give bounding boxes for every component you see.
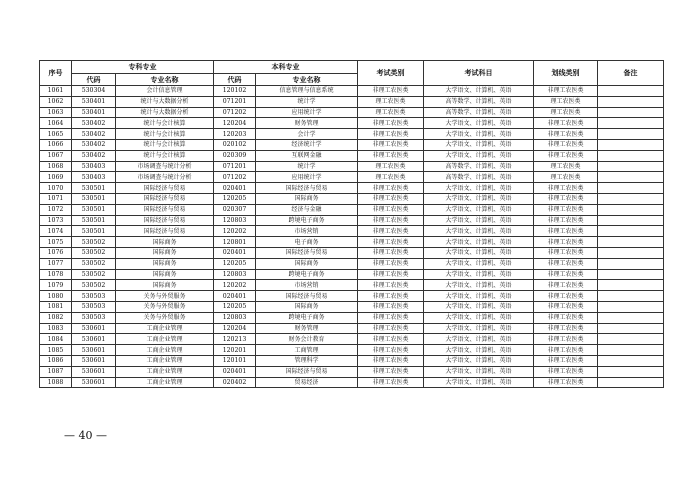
cell-remarks [598,345,664,356]
table-row [40,334,664,345]
cell-line-type: 非理工农医类 [534,258,598,269]
cell-bk-name: 国际商务 [256,193,358,204]
cell-remarks [598,107,664,118]
cell-zk-code: 530403 [72,172,116,183]
cell-line-type: 理工农医类 [534,161,598,172]
cell-bk-name: 财务会计教育 [256,334,358,345]
cell-exam-subjects: 大学语文、计算机、英语 [424,355,534,366]
cell-bk-code: 071202 [214,107,256,118]
cell-remarks [598,226,664,237]
cell-zk-code: 530502 [72,269,116,280]
cell-bk-name: 市场营销 [256,226,358,237]
cell-exam-type: 非理工农医类 [358,183,424,194]
cell-remarks [598,301,664,312]
cell-zk-name: 统计与会计核算 [116,129,214,140]
cell-bk-name: 管理科学 [256,355,358,366]
cell-exam-subjects: 大学语文、计算机、英语 [424,291,534,302]
cell-zk-name: 市场调查与统计分析 [116,172,214,183]
cell-zk-code: 530502 [72,247,116,258]
majors-table [39,60,664,388]
table-row [40,291,664,302]
cell-exam-subjects: 大学语文、计算机、英语 [424,129,534,140]
cell-zk-name: 工商企业管理 [116,366,214,377]
cell-bk-code: 120205 [214,258,256,269]
cell-remarks [598,377,664,388]
cell-zk-name: 国际经济与贸易 [116,226,214,237]
cell-zk-code: 530401 [72,96,116,107]
cell-zk-name: 统计与会计核算 [116,139,214,150]
cell-exam-type: 非理工农医类 [358,269,424,280]
cell-exam-subjects: 大学语文、计算机、英语 [424,312,534,323]
cell-zk-name: 工商企业管理 [116,377,214,388]
cell-line-type: 非理工农医类 [534,377,598,388]
cell-zk-name: 关务与外贸服务 [116,301,214,312]
cell-exam-subjects: 大学语文、计算机、英语 [424,86,534,97]
cell-exam-type: 理工农医类 [358,161,424,172]
cell-zk-code: 530501 [72,226,116,237]
majors-table-container [39,60,664,388]
cell-bk-code: 120205 [214,193,256,204]
cell-bk-name: 国际经济与贸易 [256,366,358,377]
cell-seq: 1063 [40,107,72,118]
table-row [40,366,664,377]
cell-zk-name: 国际商务 [116,258,214,269]
cell-zk-name: 统计与大数据分析 [116,107,214,118]
cell-remarks [598,258,664,269]
cell-exam-subjects: 大学语文、计算机、英语 [424,345,534,356]
cell-bk-code: 020309 [214,150,256,161]
cell-bk-code: 120204 [214,118,256,129]
cell-zk-code: 530501 [72,215,116,226]
table-row [40,129,664,140]
cell-line-type: 非理工农医类 [534,118,598,129]
cell-zk-code: 530601 [72,334,116,345]
cell-remarks [598,118,664,129]
cell-line-type: 非理工农医类 [534,193,598,204]
cell-zk-code: 530601 [72,323,116,334]
cell-bk-name: 会计学 [256,129,358,140]
cell-seq: 1062 [40,96,72,107]
cell-exam-type: 非理工农医类 [358,215,424,226]
cell-exam-type: 非理工农医类 [358,312,424,323]
header-exam-subjects: 考试科目 [424,61,534,86]
cell-zk-code: 530502 [72,237,116,248]
cell-zk-name: 国际经济与贸易 [116,183,214,194]
cell-seq: 1078 [40,269,72,280]
cell-bk-code: 120204 [214,323,256,334]
cell-seq: 1064 [40,118,72,129]
cell-line-type: 非理工农医类 [534,366,598,377]
cell-remarks [598,129,664,140]
cell-remarks [598,334,664,345]
page-number: — 40 — [64,429,107,442]
cell-exam-type: 理工农医类 [358,96,424,107]
table-row [40,96,664,107]
cell-bk-code: 020307 [214,204,256,215]
cell-line-type: 非理工农医类 [534,86,598,97]
cell-bk-name: 经济统计学 [256,139,358,150]
cell-exam-subjects: 大学语文、计算机、英语 [424,193,534,204]
cell-exam-type: 非理工农医类 [358,323,424,334]
cell-zk-code: 530503 [72,291,116,302]
cell-exam-subjects: 大学语文、计算机、英语 [424,226,534,237]
cell-remarks [598,366,664,377]
cell-bk-code: 071202 [214,172,256,183]
cell-zk-name: 国际商务 [116,269,214,280]
cell-bk-name: 统计学 [256,96,358,107]
cell-zk-code: 530402 [72,129,116,140]
cell-seq: 1086 [40,355,72,366]
cell-bk-code: 120101 [214,355,256,366]
cell-line-type: 非理工农医类 [534,247,598,258]
table-row [40,161,664,172]
cell-line-type: 非理工农医类 [534,323,598,334]
cell-zk-name: 市场调查与统计分析 [116,161,214,172]
cell-line-type: 非理工农医类 [534,150,598,161]
header-bk-code: 代码 [214,74,256,86]
cell-remarks [598,247,664,258]
table-row [40,215,664,226]
header-zhuanke: 专科专业 [72,61,214,74]
cell-bk-name: 国际经济与贸易 [256,247,358,258]
cell-bk-name: 跨境电子商务 [256,215,358,226]
cell-exam-type: 非理工农医类 [358,280,424,291]
cell-bk-name: 统计学 [256,161,358,172]
table-row [40,258,664,269]
cell-seq: 1083 [40,323,72,334]
cell-exam-type: 非理工农医类 [358,258,424,269]
cell-line-type: 非理工农医类 [534,204,598,215]
header-exam-type: 考试类别 [358,61,424,86]
cell-remarks [598,172,664,183]
cell-bk-name: 经济与金融 [256,204,358,215]
cell-exam-type: 非理工农医类 [358,291,424,302]
cell-exam-type: 非理工农医类 [358,139,424,150]
cell-zk-name: 国际商务 [116,237,214,248]
cell-zk-code: 530601 [72,345,116,356]
cell-line-type: 理工农医类 [534,96,598,107]
cell-exam-type: 非理工农医类 [358,247,424,258]
cell-seq: 1071 [40,193,72,204]
cell-zk-name: 统计与会计核算 [116,150,214,161]
cell-exam-subjects: 大学语文、计算机、英语 [424,215,534,226]
cell-line-type: 非理工农医类 [534,183,598,194]
cell-seq: 1061 [40,86,72,97]
cell-bk-name: 国际商务 [256,301,358,312]
cell-exam-type: 非理工农医类 [358,345,424,356]
cell-bk-code: 120202 [214,226,256,237]
cell-zk-name: 会计信息管理 [116,86,214,97]
cell-zk-name: 国际经济与贸易 [116,215,214,226]
cell-zk-name: 工商企业管理 [116,355,214,366]
cell-bk-name: 国际经济与贸易 [256,183,358,194]
cell-remarks [598,193,664,204]
cell-zk-code: 530402 [72,150,116,161]
cell-bk-code: 020401 [214,366,256,377]
cell-exam-type: 非理工农医类 [358,366,424,377]
cell-seq: 1073 [40,215,72,226]
cell-line-type: 非理工农医类 [534,269,598,280]
cell-exam-type: 理工农医类 [358,107,424,118]
cell-seq: 1087 [40,366,72,377]
table-row [40,107,664,118]
cell-line-type: 非理工农医类 [534,301,598,312]
cell-bk-code: 120102 [214,86,256,97]
cell-line-type: 非理工农医类 [534,280,598,291]
cell-bk-code: 120203 [214,129,256,140]
table-row [40,247,664,258]
cell-line-type: 非理工农医类 [534,237,598,248]
cell-exam-subjects: 大学语文、计算机、英语 [424,334,534,345]
cell-line-type: 理工农医类 [534,172,598,183]
cell-exam-type: 非理工农医类 [358,204,424,215]
cell-remarks [598,183,664,194]
cell-line-type: 非理工农医类 [534,291,598,302]
table-row [40,377,664,388]
cell-bk-code: 120205 [214,301,256,312]
cell-bk-code: 120803 [214,269,256,280]
cell-seq: 1069 [40,172,72,183]
cell-bk-name: 电子商务 [256,237,358,248]
cell-exam-subjects: 大学语文、计算机、英语 [424,150,534,161]
cell-exam-type: 非理工农医类 [358,193,424,204]
cell-zk-name: 工商企业管理 [116,334,214,345]
cell-zk-code: 530401 [72,107,116,118]
cell-exam-type: 非理工农医类 [358,301,424,312]
cell-line-type: 非理工农医类 [534,226,598,237]
cell-bk-name: 应用统计学 [256,107,358,118]
cell-remarks [598,269,664,280]
table-body [40,86,664,388]
cell-seq: 1070 [40,183,72,194]
cell-exam-subjects: 大学语文、计算机、英语 [424,280,534,291]
cell-exam-subjects: 高等数学、计算机、英语 [424,172,534,183]
cell-remarks [598,96,664,107]
table-header [40,61,664,86]
cell-seq: 1084 [40,334,72,345]
cell-exam-type: 非理工农医类 [358,334,424,345]
cell-zk-name: 关务与外贸服务 [116,312,214,323]
cell-line-type: 非理工农医类 [534,345,598,356]
table-row [40,312,664,323]
cell-zk-name: 关务与外贸服务 [116,291,214,302]
cell-bk-name: 国际商务 [256,258,358,269]
table-row [40,193,664,204]
cell-bk-code: 120213 [214,334,256,345]
table-row [40,269,664,280]
table-row [40,86,664,97]
cell-zk-code: 530402 [72,118,116,129]
cell-seq: 1079 [40,280,72,291]
table-row [40,226,664,237]
cell-seq: 1077 [40,258,72,269]
cell-zk-code: 530502 [72,280,116,291]
cell-exam-type: 理工农医类 [358,172,424,183]
cell-exam-subjects: 大学语文、计算机、英语 [424,204,534,215]
cell-seq: 1065 [40,129,72,140]
cell-exam-subjects: 大学语文、计算机、英语 [424,377,534,388]
cell-seq: 1068 [40,161,72,172]
cell-remarks [598,280,664,291]
cell-zk-code: 530503 [72,312,116,323]
cell-exam-type: 非理工农医类 [358,377,424,388]
cell-seq: 1074 [40,226,72,237]
cell-exam-subjects: 大学语文、计算机、英语 [424,237,534,248]
cell-bk-code: 120801 [214,237,256,248]
cell-remarks [598,323,664,334]
header-benke: 本科专业 [214,61,358,74]
cell-bk-code: 120202 [214,280,256,291]
cell-zk-name: 统计与大数据分析 [116,96,214,107]
cell-bk-name: 应用统计学 [256,172,358,183]
cell-exam-subjects: 大学语文、计算机、英语 [424,183,534,194]
cell-bk-code: 120803 [214,215,256,226]
header-bk-name: 专业名称 [256,74,358,86]
cell-zk-code: 530403 [72,161,116,172]
cell-remarks [598,86,664,97]
cell-zk-code: 530501 [72,183,116,194]
table-row [40,355,664,366]
cell-seq: 1085 [40,345,72,356]
cell-exam-subjects: 高等数学、计算机、英语 [424,107,534,118]
cell-bk-code: 020401 [214,183,256,194]
cell-exam-subjects: 大学语文、计算机、英语 [424,366,534,377]
cell-bk-name: 互联网金融 [256,150,358,161]
cell-line-type: 非理工农医类 [534,355,598,366]
cell-exam-subjects: 大学语文、计算机、英语 [424,323,534,334]
cell-zk-name: 统计与会计核算 [116,118,214,129]
cell-remarks [598,312,664,323]
cell-line-type: 非理工农医类 [534,139,598,150]
table-row [40,172,664,183]
cell-exam-type: 非理工农医类 [358,355,424,366]
cell-bk-code: 020402 [214,377,256,388]
cell-zk-name: 国际商务 [116,247,214,258]
cell-remarks [598,204,664,215]
cell-exam-subjects: 大学语文、计算机、英语 [424,258,534,269]
cell-line-type: 理工农医类 [534,107,598,118]
cell-line-type: 非理工农医类 [534,129,598,140]
table-row [40,139,664,150]
cell-exam-subjects: 高等数学、计算机、英语 [424,96,534,107]
cell-bk-code: 120803 [214,312,256,323]
cell-bk-name: 财务管理 [256,323,358,334]
cell-bk-code: 020102 [214,139,256,150]
cell-bk-code: 071201 [214,96,256,107]
header-line-type: 划线类别 [534,61,598,86]
cell-bk-name: 工商管理 [256,345,358,356]
cell-remarks [598,237,664,248]
cell-zk-code: 530502 [72,258,116,269]
cell-bk-name: 国际经济与贸易 [256,291,358,302]
cell-zk-name: 国际商务 [116,280,214,291]
cell-line-type: 非理工农医类 [534,334,598,345]
cell-zk-code: 530501 [72,204,116,215]
cell-exam-type: 非理工农医类 [358,86,424,97]
cell-bk-name: 跨境电子商务 [256,312,358,323]
cell-bk-code: 020401 [214,291,256,302]
cell-seq: 1076 [40,247,72,258]
cell-remarks [598,161,664,172]
cell-line-type: 非理工农医类 [534,215,598,226]
cell-bk-name: 市场营销 [256,280,358,291]
cell-zk-code: 530601 [72,355,116,366]
table-row [40,204,664,215]
cell-exam-subjects: 大学语文、计算机、英语 [424,301,534,312]
table-row [40,150,664,161]
cell-exam-subjects: 大学语文、计算机、英语 [424,139,534,150]
cell-exam-subjects: 高等数学、计算机、英语 [424,161,534,172]
cell-zk-name: 国际经济与贸易 [116,193,214,204]
cell-remarks [598,355,664,366]
header-seq: 序号 [40,61,72,86]
header-remarks: 备注 [598,61,664,86]
cell-exam-subjects: 大学语文、计算机、英语 [424,269,534,280]
cell-remarks [598,150,664,161]
cell-zk-code: 530503 [72,301,116,312]
header-zk-code: 代码 [72,74,116,86]
cell-zk-name: 工商企业管理 [116,323,214,334]
header-zk-name: 专业名称 [116,74,214,86]
cell-zk-code: 530601 [72,377,116,388]
cell-remarks [598,291,664,302]
cell-seq: 1067 [40,150,72,161]
table-row [40,237,664,248]
table-row [40,183,664,194]
table-row [40,118,664,129]
cell-seq: 1080 [40,291,72,302]
cell-exam-type: 非理工农医类 [358,150,424,161]
cell-zk-name: 国际经济与贸易 [116,204,214,215]
cell-zk-name: 工商企业管理 [116,345,214,356]
cell-bk-name: 信息管理与信息系统 [256,86,358,97]
cell-zk-code: 530402 [72,139,116,150]
cell-seq: 1088 [40,377,72,388]
table-row [40,345,664,356]
cell-exam-subjects: 大学语文、计算机、英语 [424,247,534,258]
table-row [40,323,664,334]
cell-zk-code: 530501 [72,193,116,204]
cell-bk-name: 贸易经济 [256,377,358,388]
cell-bk-code: 071201 [214,161,256,172]
cell-seq: 1081 [40,301,72,312]
cell-seq: 1082 [40,312,72,323]
cell-exam-type: 非理工农医类 [358,129,424,140]
cell-remarks [598,139,664,150]
cell-zk-code: 530304 [72,86,116,97]
cell-seq: 1075 [40,237,72,248]
cell-bk-code: 120201 [214,345,256,356]
cell-zk-code: 530601 [72,366,116,377]
cell-remarks [598,215,664,226]
table-row [40,301,664,312]
cell-seq: 1072 [40,204,72,215]
cell-exam-type: 非理工农医类 [358,118,424,129]
cell-line-type: 非理工农医类 [534,312,598,323]
cell-exam-subjects: 大学语文、计算机、英语 [424,118,534,129]
cell-bk-name: 财务管理 [256,118,358,129]
cell-exam-type: 非理工农医类 [358,237,424,248]
cell-exam-type: 非理工农医类 [358,226,424,237]
cell-bk-name: 跨境电子商务 [256,269,358,280]
cell-bk-code: 020401 [214,247,256,258]
table-row [40,280,664,291]
cell-seq: 1066 [40,139,72,150]
